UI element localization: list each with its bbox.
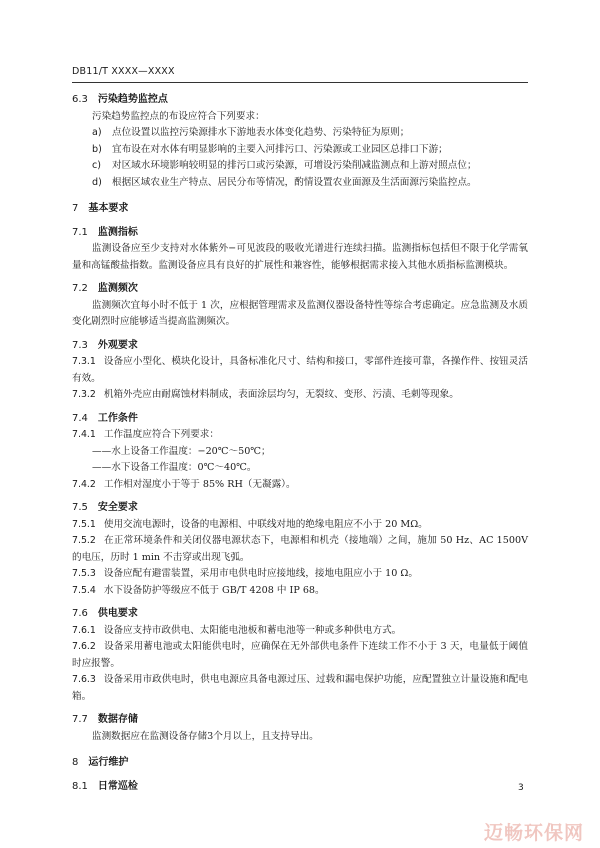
- section-number: 7.7: [72, 714, 88, 725]
- page-content: [72, 92, 528, 795]
- clause-text: 在正常环境条件和关闭仪器电源状态下，电源相和机壳（接地端）之间，施加 50 Hz、AC 1500V 的电压，历时 1 min 不击穿或出现飞弧。: [72, 535, 528, 563]
- section-title: 外观要求: [97, 339, 138, 351]
- clause-number: 7.6.3: [72, 674, 96, 685]
- section-number: 7.1: [72, 226, 88, 238]
- list-marker: d): [92, 176, 102, 188]
- section-title: 安全要求: [97, 502, 138, 513]
- chapter-number: 8: [72, 757, 79, 768]
- section-title: 工作条件: [97, 412, 138, 424]
- section-title: 污染趋势监控点: [97, 94, 168, 105]
- section-6-3-heading: [72, 92, 528, 109]
- list-item: [72, 158, 528, 175]
- list-item: [72, 125, 528, 142]
- clause: [72, 517, 528, 534]
- clause: [72, 672, 528, 705]
- section-number: 7.6: [72, 608, 88, 619]
- section-number: 8.1: [72, 780, 88, 792]
- section-number: 7.2: [72, 283, 88, 294]
- dash-item: ——水上设备工作温度：−20℃～50℃；: [92, 445, 271, 457]
- clause-text: 机箱外壳应由耐腐蚀材料制成，表面涂层均匀，无裂纹、变形、污渍、毛刺等现象。: [103, 389, 459, 400]
- clause: [72, 566, 528, 583]
- clause-text: 使用交流电源时，设备的电源相、中联线对地的绝缘电阻应不小于 20 MΩ。: [103, 518, 428, 530]
- clause-text: 设备采用市政供电时，供电电源应具备电源过压、过载和漏电保护功能，应配置独立计量设施和配电箱。: [72, 674, 528, 702]
- clause-number: 7.5.2: [72, 535, 96, 546]
- list-item: [72, 175, 528, 192]
- standard-code: DB11/T XXXX—XXXX: [72, 66, 175, 77]
- clause: [72, 354, 528, 387]
- list-marker: a): [92, 127, 102, 138]
- header-rule: [72, 82, 528, 83]
- section-number: 7.3: [72, 339, 88, 351]
- list-text: 对区域水环境影响较明显的排污口或污染源，可增设污染削减监测点和上游对照点位；: [112, 160, 477, 171]
- section-number: 7.4: [72, 412, 88, 424]
- clause-text: 工作温度应符合下列要求：: [103, 429, 219, 440]
- section-7-7-heading: [72, 712, 528, 729]
- clause-number: 7.5.3: [72, 568, 96, 579]
- site-watermark: 迈畅环保网: [483, 822, 584, 844]
- section-number: 6.3: [72, 94, 88, 105]
- section-7-1-paragraph: 监测设备应至少支持对水体紫外−可见波段的吸收光谱进行连续扫描。监测指标包括但不限于化学需氧量和高锰酸盐指数。监测设备应具有良好的扩展性和兼容性，能够根据需求接入其他水质指标监测模块。: [72, 243, 528, 271]
- list-item: [72, 142, 528, 159]
- clause-text: 设备采用蓄电池或太阳能供电时，应确保在无外部供电条件下连续工作不小于 3 天，电量低于阈值时应报警。: [72, 641, 528, 669]
- section-title: 监测频次: [97, 283, 138, 294]
- section-7-2-heading: [72, 281, 528, 298]
- section-7-3-heading: [72, 338, 528, 355]
- list-text: 点位设置以监控污染源排水下游地表水体变化趋势、污染特征为原则；: [112, 127, 410, 138]
- clause-text: 工作相对湿度小于等于 85% RH（无凝露）。: [103, 478, 296, 490]
- clause-text: 设备应配有避雷装置，采用市电供电时应接地线，接地电阻应小于 10 Ω。: [103, 568, 418, 579]
- clause-number: 7.6.2: [72, 641, 96, 652]
- dash-item: ——水下设备工作温度：0℃～40℃。: [92, 462, 257, 473]
- list-marker: c): [92, 160, 102, 171]
- clause: [72, 387, 528, 404]
- section-7-5-heading: [72, 500, 528, 517]
- section-6-3-intro: 污染趋势监控点的布设应符合下列要求：: [92, 110, 265, 122]
- clause-number: 7.5.1: [72, 518, 96, 530]
- section-7-4-heading: [72, 411, 528, 428]
- section-7-6-heading: [72, 606, 528, 623]
- clause-text: 水下设备防护等级应不低于 GB/T 4208 中 IP 68。: [103, 584, 325, 596]
- clause-text: 设备应支持市政供电、太阳能电池板和蓄电池等一种或多种供电方式。: [103, 624, 402, 636]
- chapter-title: 基本要求: [88, 203, 129, 214]
- clause: [72, 477, 528, 494]
- page-number: 3: [518, 783, 524, 793]
- list-marker: b): [92, 143, 102, 155]
- clause-number: 7.6.1: [72, 624, 96, 636]
- list-text: 根据区域农业生产特点、居民分布等情况，酌情设置农业面源及生活面源污染监控点。: [112, 176, 477, 188]
- chapter-title: 运行维护: [88, 757, 129, 768]
- section-7-1-heading: [72, 225, 528, 242]
- list-text: 宜布设在对水体有明显影响的主要入河排污口、污染源或工业园区总排口下游；: [112, 143, 448, 155]
- clause-text: 设备应小型化、模块化设计，具备标准化尺寸、结构和接口，零部件连接可靠，各操作件、按钮灵活有效。: [72, 356, 528, 384]
- clause: [72, 427, 528, 444]
- clause: [72, 623, 528, 640]
- section-title: 数据存储: [97, 714, 138, 725]
- section-7-2-paragraph: 监测频次宜每小时不低于 1 次，应根据管理需求及监测仪器设备特性等综合考虑确定。应急监测及水质变化剧烈时应能够适当提高监测频次。: [72, 299, 528, 327]
- clause: [72, 583, 528, 600]
- clause-number: 7.5.4: [72, 584, 96, 596]
- clause-number: 7.4.2: [72, 478, 96, 490]
- section-8-1-heading: [72, 779, 528, 796]
- section-number: 7.5: [72, 502, 88, 513]
- clause: [72, 533, 528, 566]
- clause-number: 7.4.1: [72, 429, 96, 440]
- section-title: 日常巡检: [97, 780, 138, 792]
- chapter-7-heading: [72, 201, 528, 218]
- clause-number: 7.3.2: [72, 389, 96, 400]
- section-title: 监测指标: [97, 226, 138, 238]
- section-title: 供电要求: [97, 608, 138, 619]
- chapter-number: 7: [72, 203, 79, 214]
- section-7-7-paragraph: 监测数据应在监测设备存储3个月以上，且支持导出。: [92, 730, 319, 742]
- chapter-8-heading: [72, 755, 528, 772]
- clause-number: 7.3.1: [72, 356, 96, 367]
- clause: [72, 639, 528, 672]
